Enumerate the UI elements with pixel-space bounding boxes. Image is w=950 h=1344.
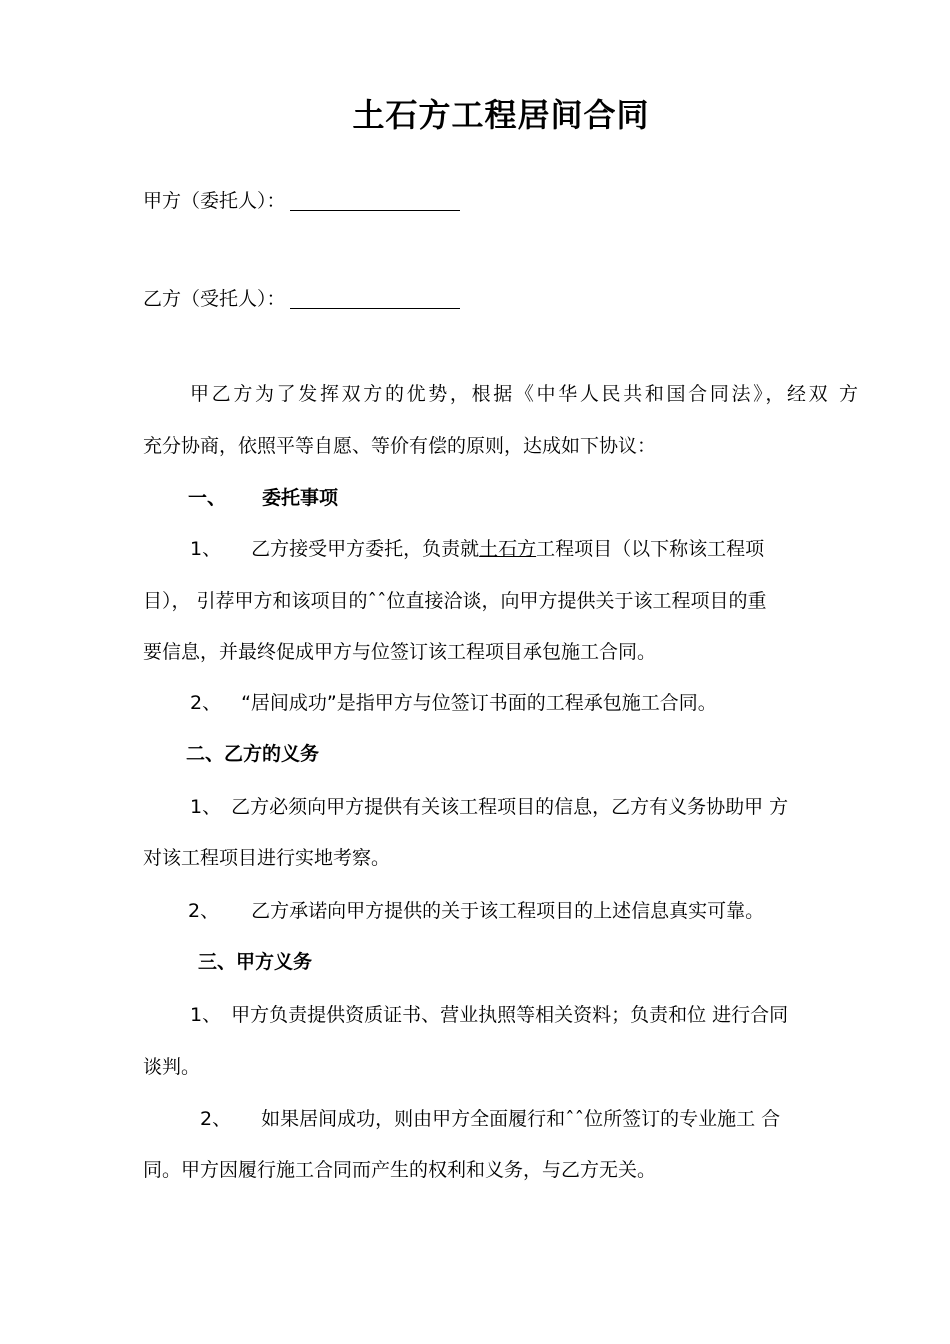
s1-item-1-text-a: 乙方接受甲方委托，负责就 [251,538,480,560]
section-1-number: 一、 [188,487,227,509]
s3-item-2-number: 2、 [200,1108,232,1130]
s3-item-2-text: 如果居间成功，则由甲方全面履行和ˆˆ位所签订的专业施工 合 [261,1108,781,1130]
s2-item-2-number: 2、 [188,900,220,922]
document-title: 土石方工程居间合同 [352,96,650,134]
s2-item-2 [188,902,764,921]
s1-item-2 [190,694,717,713]
s1-item-2-number: 2、 [190,692,222,714]
s2-item-1-line-1 [190,798,788,817]
s3-item-1-text: 甲方负责提供资质证书、营业执照等相关资料；负责和位 进行合同 [231,1004,789,1026]
party-b-blank [290,290,460,309]
s1-item-1-line-3: 要信息，并最终促成甲方与位签订该工程项目承包施工合同。 [143,641,657,663]
party-a-line [143,192,460,211]
section-2-heading: 二、乙方的义务 [186,743,320,765]
s1-item-1-text-b: 工程项目（以下称该工程项 [536,538,765,560]
s2-item-1-line-2: 对该工程项目进行实地考察。 [143,847,391,869]
s1-item-1-number: 1、 [190,538,222,560]
intro-line-2: 充分协商，依照平等自愿、等价有偿的原则，达成如下协议： [143,435,657,457]
s3-item-1-line-1 [190,1006,788,1025]
party-b-label: 乙方（受托人）： [143,288,286,310]
section-3-heading: 三、甲方义务 [198,951,313,973]
s2-item-1-number: 1、 [190,796,222,818]
party-a-blank [290,192,460,211]
intro-line-1: 甲乙方为了发挥双方的优势，根据《中华人民共和国合同法》，经双 方 [190,383,858,405]
s3-item-2-line-1 [200,1110,780,1129]
s3-item-1-line-2: 谈判。 [143,1056,201,1078]
s1-item-1-line-1 [190,540,764,559]
section-1-heading [188,489,338,508]
party-b-line [143,290,460,309]
s3-item-1-number: 1、 [190,1004,222,1026]
section-1-title: 委托事项 [262,487,339,509]
s2-item-2-text: 乙方承诺向甲方提供的关于该工程项目的上述信息真实可靠。 [251,900,765,922]
s1-item-1-underlined: 土石方 [479,538,537,560]
s1-item-2-text: “居间成功”是指甲方与位签订书面的工程承包施工合同。 [241,692,717,714]
party-a-label: 甲方（委托人）： [143,190,286,212]
s1-item-1-line-2: 目）， 引荐甲方和该项目的ˆˆ位直接洽谈，向甲方提供关于该工程项目的重 [143,590,767,612]
s2-item-1-text: 乙方必须向甲方提供有关该工程项目的信息，乙方有义务协助甲 方 [231,796,789,818]
s3-item-2-line-2: 同。甲方因履行施工合同而产生的权利和义务，与乙方无关。 [143,1159,657,1181]
